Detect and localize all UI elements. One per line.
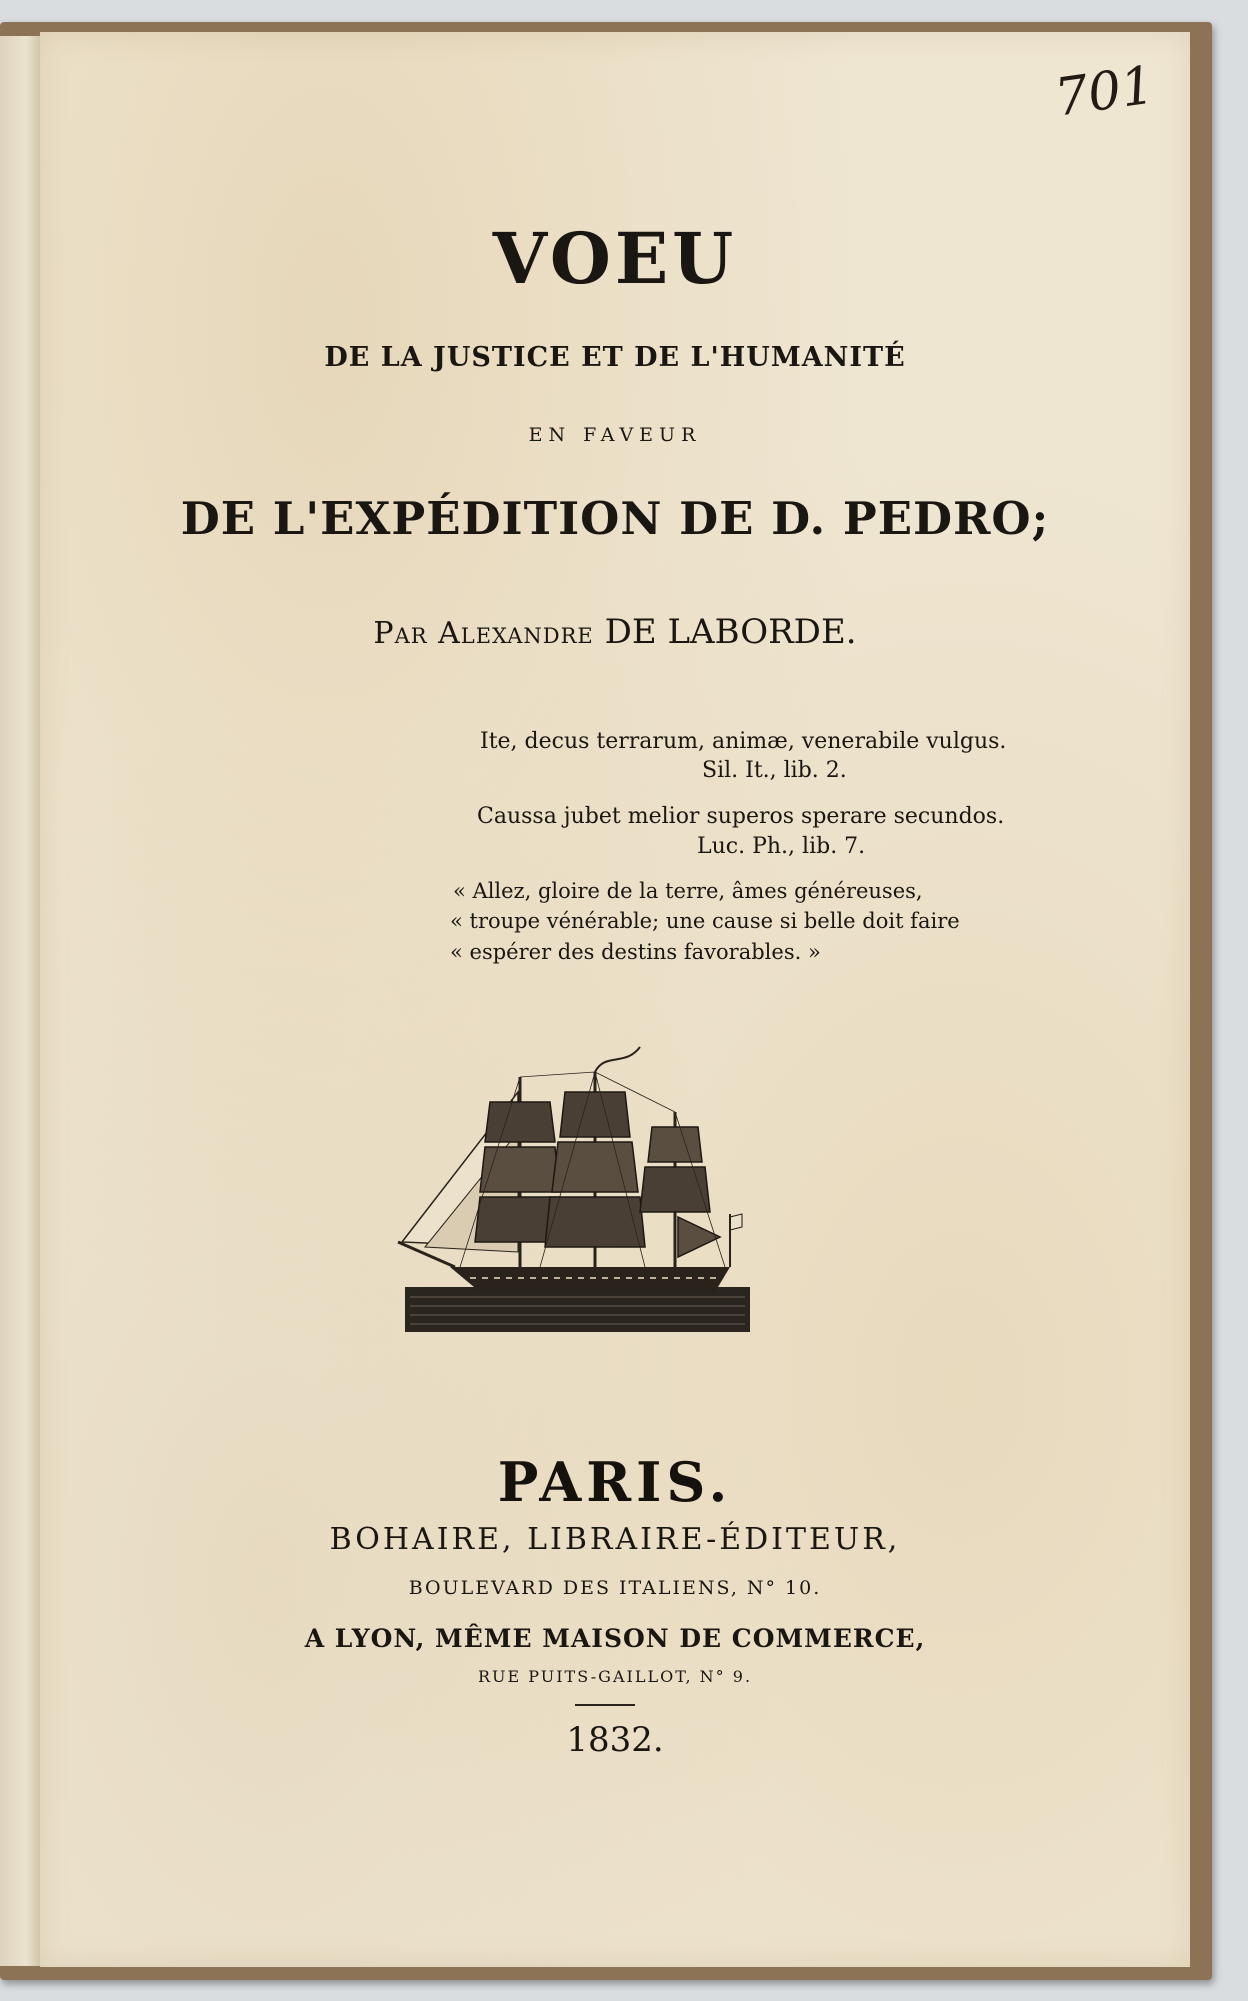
title-main: VOEU <box>492 217 738 300</box>
imprint-address: BOULEVARD DES ITALIENS, N° 10. <box>408 1577 822 1599</box>
imprint-lyon: A LYON, MÊME MAISON DE COMMERCE, <box>304 1624 926 1653</box>
epigraph-latin-2-citation: Luc. Ph., lib. 7. <box>697 834 866 859</box>
title-line-2: DE LA JUSTICE ET DE L'HUMANITÉ <box>324 342 906 373</box>
title-page <box>40 32 1190 1967</box>
title-line-4: DE L'EXPÉDITION DE D. PEDRO; <box>180 492 1050 545</box>
epigraph-french-line-2: « troupe vénérable; une cause si belle doit faire <box>450 909 960 933</box>
imprint-lyon-address: RUE PUITS-GAILLOT, N° 9. <box>477 1667 753 1686</box>
author-prefix: Par Alexandre <box>373 616 594 651</box>
author-line <box>40 612 1190 652</box>
epigraph-french-line-1: « Allez, gloire de la terre, âmes généreuses, <box>453 879 923 903</box>
imprint-publisher: BOHAIRE, LIBRAIRE-ÉDITEUR, <box>329 1522 901 1557</box>
epigraph-latin-2: Caussa jubet melior superos sperare secundos. <box>477 804 1005 829</box>
facing-page-edge <box>0 36 45 1966</box>
author-name: DE LABORDE. <box>604 612 857 652</box>
imprint-place: PARIS. <box>497 1450 733 1514</box>
imprint-rule <box>575 1704 635 1706</box>
imprint-year: 1832. <box>566 1720 664 1760</box>
handwritten-shelfmark: 701 <box>1051 55 1158 129</box>
epigraph-french-line-3: « espérer des destins favorables. » <box>450 940 821 964</box>
title-line-3: EN FAVEUR <box>528 424 702 446</box>
epigraph-latin-1-citation: Sil. It., lib. 2. <box>702 758 847 783</box>
epigraph-latin-1: Ite, decus terrarum, animæ, venerabile vulgus. <box>480 729 1007 754</box>
sailing-ship-engraving <box>390 1042 760 1342</box>
